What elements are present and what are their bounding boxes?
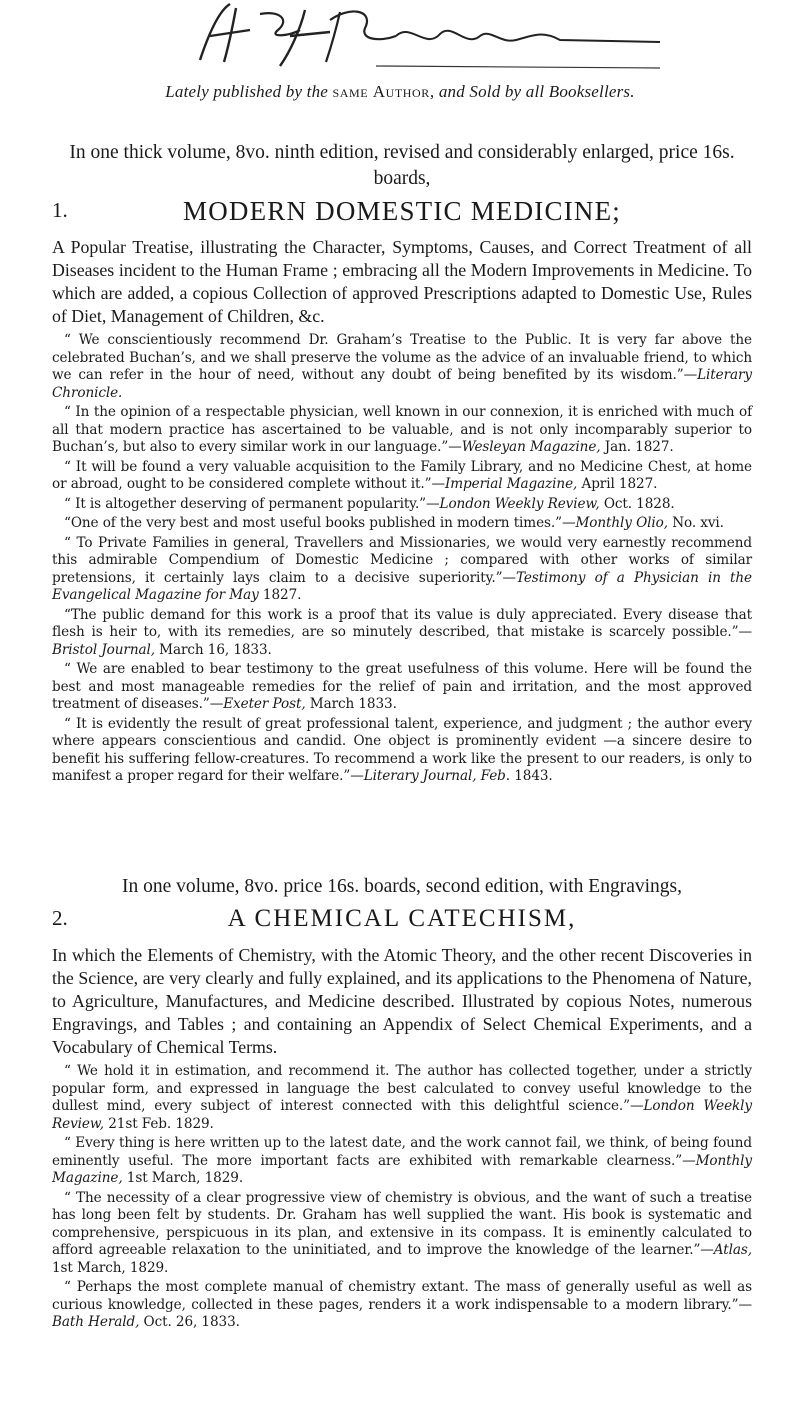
review-source: Literary Journal, Feb. <box>363 768 510 784</box>
review-text: “ We conscientiously recommend Dr. Graham’s Treatise to the Public. It is very far above the celebrated Buchan’s, and we shall preserve the volume as the advice of an invaluable friend, to which we can refer in the hour of need, without any doubt of being benefited by its wisdom.”— <box>52 332 752 383</box>
header-note-part2: , and Sold by all Booksellers. <box>429 82 635 101</box>
review-text: “ We hold it in estimation, and recommend it. The author has collected together, under a strictly popular form, and expressed in language the best calculated to convey useful knowledge to the dullest mind, every subject of interest connected with this delightful science.”— <box>52 1063 752 1114</box>
review <box>52 1063 752 1133</box>
review-text: “ To Private Families in general, Travellers and Missionaries, we would very earnestly recommend this admirable Compendium of Domestic Medicine ; compared with other works of similar pretensions, it certainly lays claim to a decisive superiority.”— <box>52 534 752 586</box>
review-source: Bristol Journal, <box>52 641 155 658</box>
review-text: “ Every thing is here written up to the latest date, and the work cannot fail, we think, of being found eminently useful. The more important facts are exhibited with remarkable clearness.”— <box>52 1135 752 1169</box>
review-date: Oct. 1828. <box>599 495 675 512</box>
review-text: “The public demand for this work is a proof that its value is duly appreciated. Every disease that flesh is heir to, with its remedies, are so minutely described, that mistake is scarcely possible.”— <box>52 606 752 640</box>
review <box>52 1190 752 1278</box>
header-note-author: Author <box>372 82 430 101</box>
review-date: No. xvi. <box>667 515 724 531</box>
review-source: Atlas, <box>713 1242 752 1258</box>
review <box>52 607 752 660</box>
handwritten-signature <box>140 0 660 72</box>
review-text: “One of the very best and most useful books published in modern times.”— <box>64 515 576 531</box>
book-entry-2 <box>52 874 752 1334</box>
review-date: 21st Feb. 1829. <box>104 1115 214 1132</box>
review <box>52 515 752 533</box>
review-date: March 1833. <box>305 696 397 712</box>
review-date: March 16, 1833. <box>154 641 272 658</box>
review-text: “ In the opinion of a respectable physician, well known in our connexion, it is enriched with much of all that modern practice has ascertained to be valuable, and is not only incomparably superior to Buchan’s, but also to every similar work in our language.”— <box>52 404 752 455</box>
review-date: Oct. 26, 1833. <box>139 1314 240 1330</box>
review-source: London Weekly Review, <box>52 1098 752 1132</box>
review <box>52 496 752 514</box>
header-note-part1: Lately published by the <box>165 82 329 101</box>
review-text: “ Perhaps the most complete manual of chemistry extant. The mass of generally useful as well as curious knowledge, collected in these pages, renders it a work indispensable to a modern library.”— <box>52 1279 752 1313</box>
book-description: In which the Elements of Chemistry, with the Atomic Theory, and the other recent Discoveries in the Science, are very clearly and fully explained, and its applications to the Phenomena of Nature, to Agriculture, Manufactures, and Medicine described. Illustrated by copious Notes, numerous Engravings, and Tables ; and containing an Appendix of Select Chemical Experiments, and a Vocabulary of Chemical Terms. <box>52 945 752 1057</box>
review <box>52 1135 752 1188</box>
review-text: “ It will be found a very valuable acquisition to the Family Library, and no Medicine Chest, at home or abroad, ought to be considered complete without it.”— <box>52 458 752 492</box>
review-source: Testimony of a Physician in the Evangelical Magazine for May <box>52 569 752 603</box>
review <box>52 459 752 494</box>
book-title: A CHEMICAL CATECHISM, <box>227 905 577 932</box>
header-note-same: same <box>332 82 369 101</box>
review <box>52 404 752 457</box>
review <box>52 535 752 605</box>
review-source: Wesleyan Magazine, <box>461 439 601 455</box>
review-date: 1st March, 1829. <box>52 1259 169 1276</box>
review-date: 1843. <box>510 768 553 784</box>
review-date: April 1827. <box>577 476 658 492</box>
review-source: Monthly Magazine, <box>52 1152 752 1186</box>
review <box>52 332 752 402</box>
book-intro: In one thick volume, 8vo. ninth edition, revised and considerably enlarged, price 16s. boards, <box>69 142 735 189</box>
header-note <box>0 82 800 102</box>
review-source: Literary Chronicle. <box>52 367 752 401</box>
review-text: “ The necessity of a clear progressive view of chemistry is obvious, and the want of such a treatise has long been felt by students. Dr. Graham has well supplied the want. His book is systematic and comprehensive, perspicuous in its plan, and extensive in its compass. It is eminently calculated to afford agreeable relaxation to the uninitiated, and to improve the knowledge of the learner.”— <box>52 1189 752 1258</box>
review-source: Monthly Olio, <box>575 515 668 531</box>
review-text: “ We are enabled to bear testimony to the great usefulness of this volume. Here will be found the best and most manageable remedies for the relief of pain and irritation, and the most approved treatment of diseases.”— <box>52 661 752 712</box>
review-source: Imperial Magazine, <box>444 476 578 492</box>
book-title-line <box>52 194 752 228</box>
review-date: Jan. 1827. <box>600 439 674 455</box>
review <box>52 661 752 714</box>
book-number: 2. <box>52 906 68 930</box>
book-number: 1. <box>52 198 68 222</box>
review-date: 1827. <box>258 587 302 603</box>
review-source: London Weekly Review, <box>439 495 600 512</box>
review-source: Exeter Post, <box>223 696 306 712</box>
book-description: A Popular Treatise, illustrating the Character, Symptoms, Causes, and Correct Treatment of all Diseases incident to the Human Frame ; embracing all the Modern Improvements in Medicine. To which are added, a copious Collection of approved Prescriptions adapted to Domestic Use, Rules of Diet, Management of Children, &c. <box>52 237 752 326</box>
book-entry-1 <box>52 140 752 788</box>
book-intro: In one volume, 8vo. price 16s. boards, second edition, with Engravings, <box>122 876 682 897</box>
review-text: “ It is altogether deserving of permanent popularity.”— <box>64 495 440 512</box>
review <box>52 716 752 786</box>
review-text: “ It is evidently the result of great professional talent, experience, and judgment ; the author every where appears conscientious and candid. One object is prominently evident —a sincere desire to benefit his suffering fellow-creatures. To recommend a work like the present to our readers, is only to manifest a proper regard for their welfare.”— <box>52 715 752 784</box>
book-title: MODERN DOMESTIC MEDICINE; <box>183 196 621 226</box>
review-source: Bath Herald, <box>52 1314 140 1330</box>
review-date: 1st March, 1829. <box>122 1170 244 1186</box>
book-title-line <box>52 902 752 936</box>
review <box>52 1279 752 1332</box>
